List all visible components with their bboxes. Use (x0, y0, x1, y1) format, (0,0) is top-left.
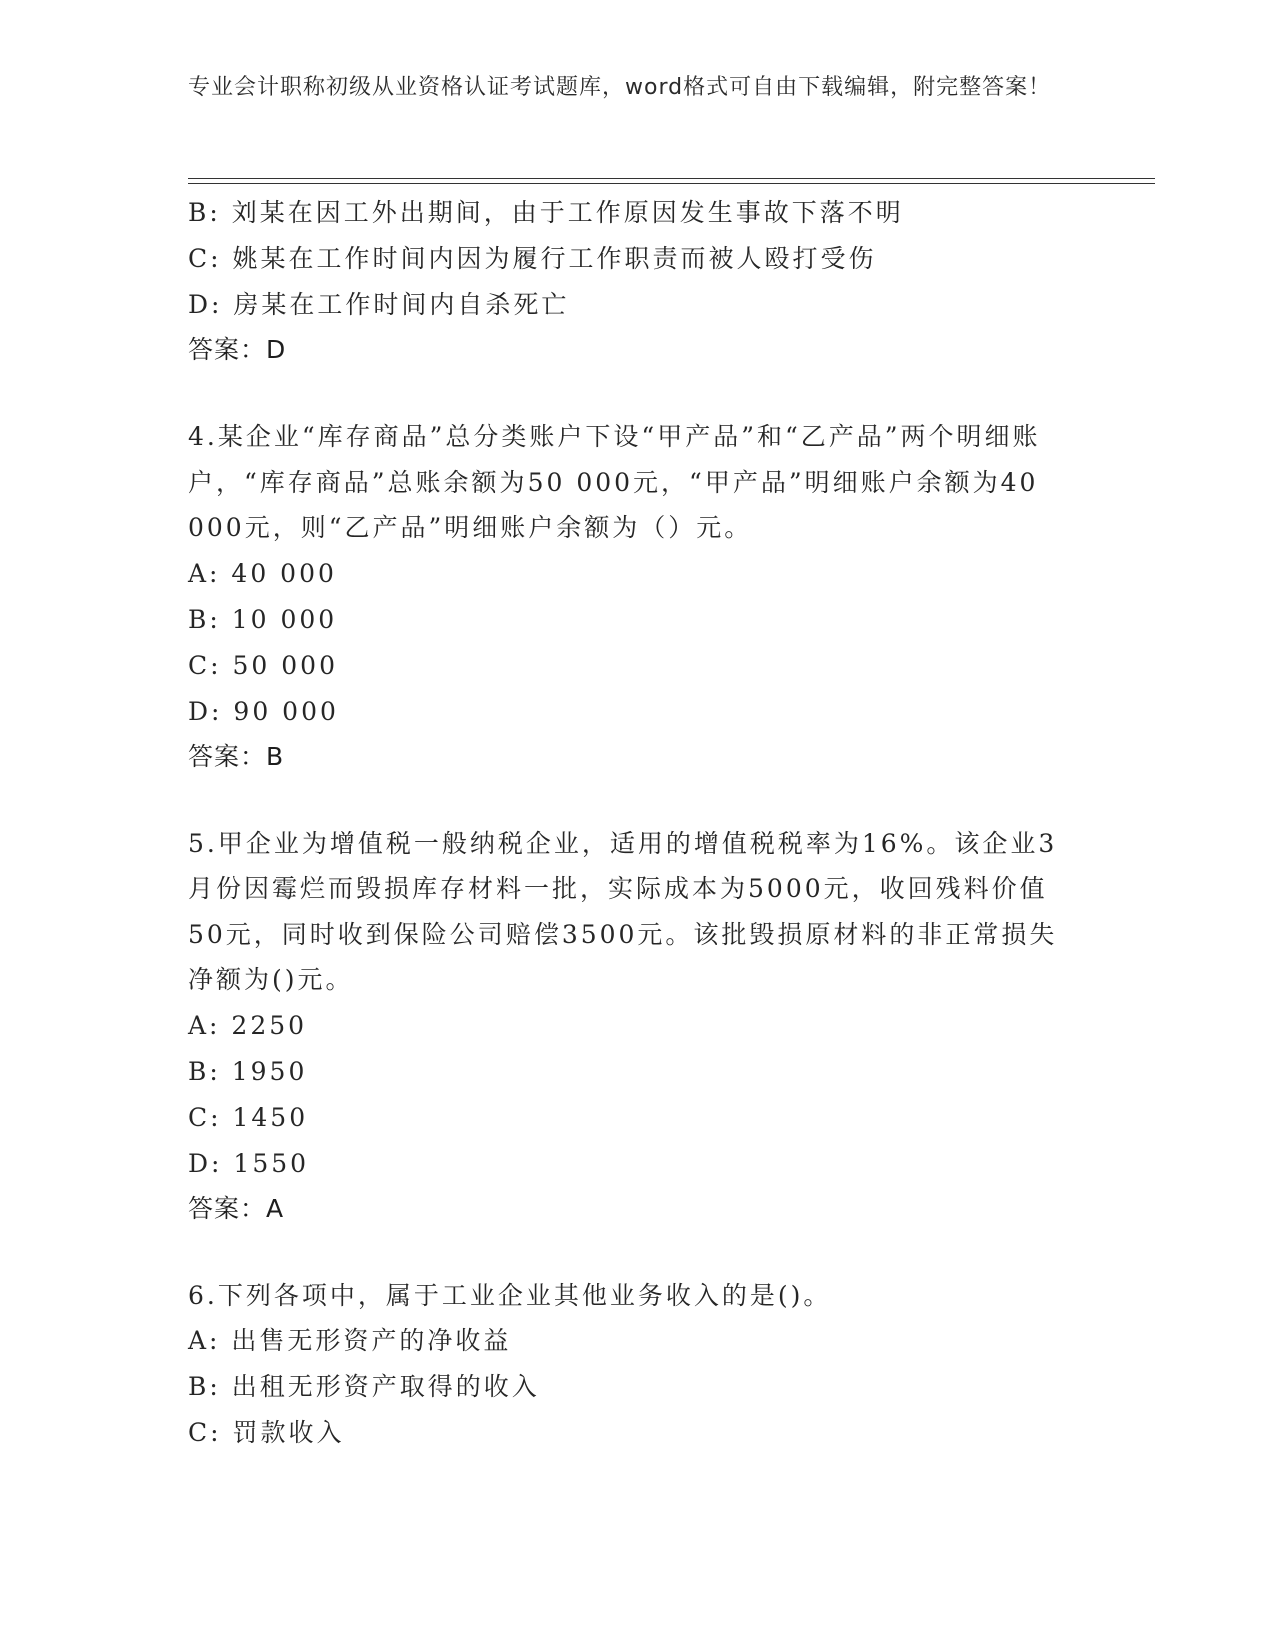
option-d: D: 90 000 (188, 696, 339, 726)
option-b: B: 刘某在因工外出期间，由于工作原因发生事故下落不明 (188, 198, 904, 227)
question-4 (188, 414, 1088, 779)
answer-line: 答案：B (188, 741, 285, 771)
question-stem: 4.某企业“库存商品”总分类账户下设“甲产品”和“乙产品”两个明细账户，“库存商品”总账余额为50 000元，“甲产品”明细账户余额为40 000元，则“乙产品”明细账户余额为（）元。 (188, 422, 1041, 542)
header-divider-bottom (188, 183, 1155, 184)
option-b: B: 10 000 (188, 604, 338, 634)
question-5 (188, 821, 1088, 1231)
question-6 (188, 1273, 1088, 1457)
option-a: A: 出售无形资产的净收益 (188, 1326, 512, 1355)
spacer (188, 372, 1088, 414)
question-stem: 6.下列各项中，属于工业企业其他业务收入的是()。 (188, 1280, 832, 1310)
spacer (188, 779, 1088, 821)
document-header: 专业会计职称初级从业资格认证考试题库，word格式可自由下载编辑，附完整答案！ (188, 75, 1052, 100)
spacer (188, 1231, 1088, 1273)
option-c: C: 1450 (188, 1102, 309, 1132)
header-divider-top (188, 178, 1155, 179)
option-b: B: 1950 (188, 1056, 308, 1086)
option-c: C: 50 000 (188, 650, 338, 680)
answer-line: 答案：A (188, 1193, 285, 1223)
option-d: D: 房某在工作时间内自杀死亡 (188, 290, 570, 319)
option-c: C: 姚某在工作时间内因为履行工作职责而被人殴打受伤 (188, 244, 877, 273)
option-d: D: 1550 (188, 1148, 310, 1178)
option-a: A: 2250 (188, 1010, 308, 1040)
option-b: B: 出租无形资产取得的收入 (188, 1372, 540, 1401)
option-c: C: 罚款收入 (188, 1418, 345, 1447)
exam-content (188, 190, 1088, 1456)
answer-line: 答案：D (188, 335, 287, 364)
question-3-continued (188, 190, 1088, 372)
question-stem: 5.甲企业为增值税一般纳税企业，适用的增值税税率为16%。该企业3月份因霉烂而毁损库存材料一批，实际成本为5000元，收回残料价值50元，同时收到保险公司赔偿3500元。该批毁损原材料的非正常损失净额为()元。 (188, 828, 1058, 994)
option-a: A: 40 000 (188, 558, 337, 588)
